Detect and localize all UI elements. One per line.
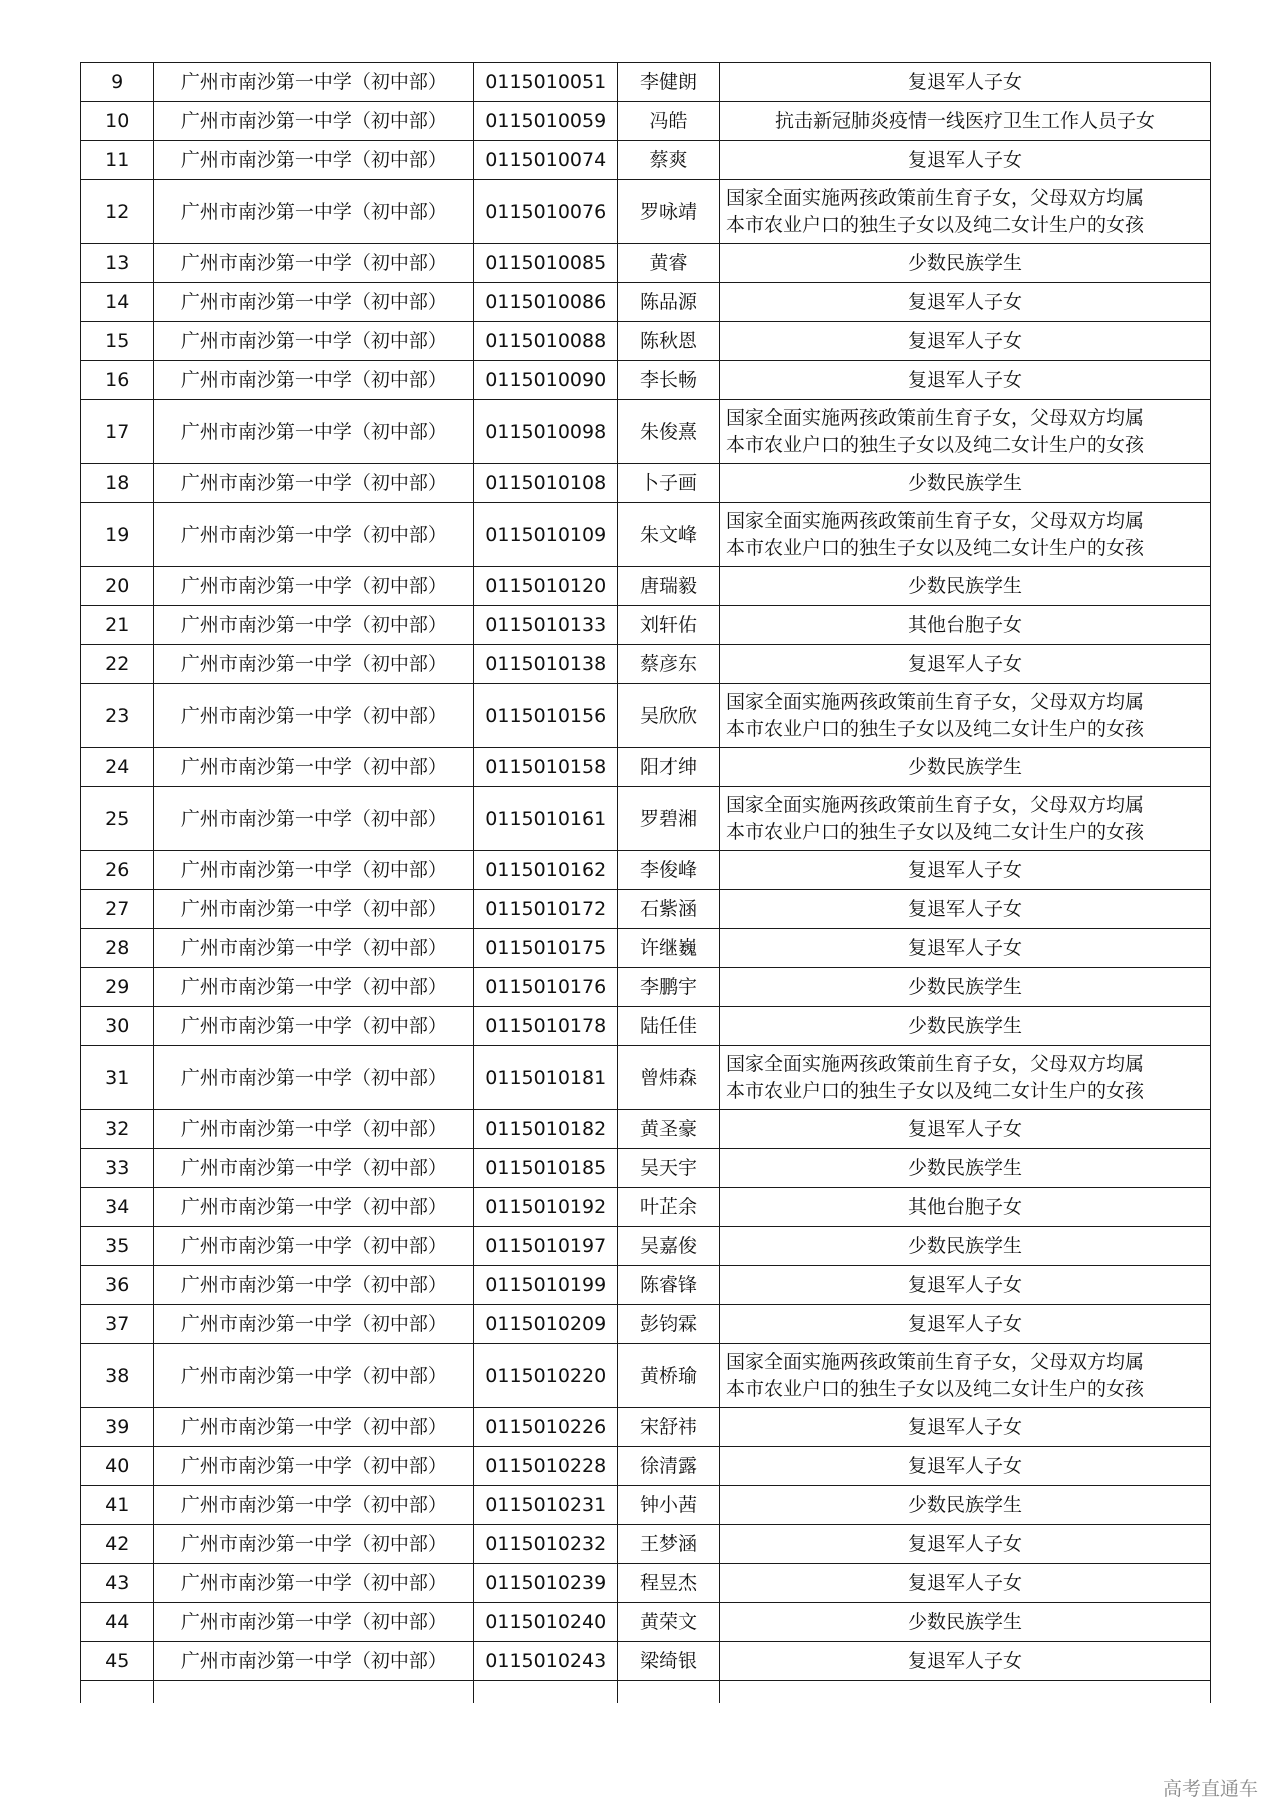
category-cell: 复退军人子女 <box>719 929 1210 968</box>
category-cell: 复退军人子女 <box>719 851 1210 890</box>
watermark-text: 高考直通车 <box>1162 1778 1258 1800</box>
student-name-cell: 冯皓 <box>618 102 720 141</box>
row-number-cell: 26 <box>81 851 154 890</box>
student-name-cell: 彭钧霖 <box>618 1305 720 1344</box>
row-number-cell: 9 <box>81 63 154 102</box>
table-row <box>81 322 1211 361</box>
school-cell: 广州市南沙第一中学（初中部） <box>154 244 474 283</box>
student-id-cell: 0115010231 <box>474 1486 618 1525</box>
row-number-cell: 22 <box>81 645 154 684</box>
category-cell: 复退军人子女 <box>719 1447 1210 1486</box>
category-cell: 复退军人子女 <box>719 1305 1210 1344</box>
school-cell: 广州市南沙第一中学（初中部） <box>154 1344 474 1408</box>
category-cell: 复退军人子女 <box>719 890 1210 929</box>
student-name-cell: 李鹏宇 <box>618 968 720 1007</box>
school-cell: 广州市南沙第一中学（初中部） <box>154 1564 474 1603</box>
table-row <box>81 503 1211 567</box>
school-cell: 广州市南沙第一中学（初中部） <box>154 890 474 929</box>
school-cell: 广州市南沙第一中学（初中部） <box>154 645 474 684</box>
student-id-cell: 0115010059 <box>474 102 618 141</box>
category-line: 本市农业户口的独生子女以及纯二女计生户的女孩 <box>725 433 1144 456</box>
category-cell: 复退军人子女 <box>719 1408 1210 1447</box>
student-id-cell: 0115010175 <box>474 929 618 968</box>
school-cell: 广州市南沙第一中学（初中部） <box>154 1227 474 1266</box>
row-number-cell: 44 <box>81 1603 154 1642</box>
student-id-cell: 0115010182 <box>474 1110 618 1149</box>
student-id-cell: 0115010156 <box>474 684 618 748</box>
student-name-cell: 吴嘉俊 <box>618 1227 720 1266</box>
category-cell: 复退军人子女 <box>719 361 1210 400</box>
row-number-cell: 11 <box>81 141 154 180</box>
student-name-cell: 李健朗 <box>618 63 720 102</box>
table-row <box>81 1110 1211 1149</box>
row-number-cell: 19 <box>81 503 154 567</box>
table-row <box>81 748 1211 787</box>
student-name-cell: 刘轩佑 <box>618 606 720 645</box>
category-cell <box>719 787 1210 851</box>
category-cell: 少数民族学生 <box>719 1007 1210 1046</box>
table-row <box>81 1266 1211 1305</box>
table-row <box>81 361 1211 400</box>
row-number-cell: 34 <box>81 1188 154 1227</box>
student-id-cell: 0115010074 <box>474 141 618 180</box>
student-id-cell: 0115010192 <box>474 1188 618 1227</box>
student-id-cell: 0115010226 <box>474 1408 618 1447</box>
student-name-cell: 陈秋恩 <box>618 322 720 361</box>
category-cell: 复退军人子女 <box>719 645 1210 684</box>
school-cell: 广州市南沙第一中学（初中部） <box>154 1046 474 1110</box>
student-name-cell: 徐清露 <box>618 1447 720 1486</box>
school-cell: 广州市南沙第一中学（初中部） <box>154 361 474 400</box>
row-number-cell: 36 <box>81 1266 154 1305</box>
row-number-cell: 14 <box>81 283 154 322</box>
category-line: 国家全面实施两孩政策前生育子女，父母双方均属 <box>725 1350 1144 1373</box>
student-name-cell: 曾炜森 <box>618 1046 720 1110</box>
table-row <box>81 1344 1211 1408</box>
category-cell: 少数民族学生 <box>719 1149 1210 1188</box>
category-cell <box>719 180 1210 244</box>
student-name-cell: 陈品源 <box>618 283 720 322</box>
student-name-cell: 李俊峰 <box>618 851 720 890</box>
student-name-cell: 黄睿 <box>618 244 720 283</box>
school-cell: 广州市南沙第一中学（初中部） <box>154 63 474 102</box>
school-cell: 广州市南沙第一中学（初中部） <box>154 1188 474 1227</box>
category-cell: 少数民族学生 <box>719 1603 1210 1642</box>
student-name-cell: 罗咏靖 <box>618 180 720 244</box>
category-cell: 少数民族学生 <box>719 567 1210 606</box>
table-row <box>81 102 1211 141</box>
table-row <box>81 1408 1211 1447</box>
category-cell: 少数民族学生 <box>719 1227 1210 1266</box>
school-cell: 广州市南沙第一中学（初中部） <box>154 141 474 180</box>
student-id-cell: 0115010109 <box>474 503 618 567</box>
table-row <box>81 851 1211 890</box>
student-name-cell: 罗碧湘 <box>618 787 720 851</box>
student-id-cell: 0115010178 <box>474 1007 618 1046</box>
student-id-cell: 0115010239 <box>474 1564 618 1603</box>
student-id-cell: 0115010108 <box>474 464 618 503</box>
student-id-cell: 0115010138 <box>474 645 618 684</box>
school-cell: 广州市南沙第一中学（初中部） <box>154 851 474 890</box>
student-id-cell: 0115010120 <box>474 567 618 606</box>
student-id-cell: 0115010240 <box>474 1603 618 1642</box>
row-number-cell: 32 <box>81 1110 154 1149</box>
school-cell: 广州市南沙第一中学（初中部） <box>154 1603 474 1642</box>
category-cell <box>719 1046 1210 1110</box>
school-cell: 广州市南沙第一中学（初中部） <box>154 1149 474 1188</box>
student-name-cell: 阳才绅 <box>618 748 720 787</box>
student-id-cell: 0115010086 <box>474 283 618 322</box>
row-number-cell: 33 <box>81 1149 154 1188</box>
table-row <box>81 1564 1211 1603</box>
empty-cell <box>154 1681 474 1704</box>
table-row <box>81 464 1211 503</box>
student-id-cell: 0115010085 <box>474 244 618 283</box>
category-line: 国家全面实施两孩政策前生育子女，父母双方均属 <box>725 690 1144 713</box>
student-id-cell: 0115010220 <box>474 1344 618 1408</box>
row-number-cell: 35 <box>81 1227 154 1266</box>
student-name-cell: 朱俊熹 <box>618 400 720 464</box>
table-row <box>81 645 1211 684</box>
row-number-cell: 10 <box>81 102 154 141</box>
table-row <box>81 1046 1211 1110</box>
category-line: 国家全面实施两孩政策前生育子女，父母双方均属 <box>725 793 1144 816</box>
school-cell: 广州市南沙第一中学（初中部） <box>154 1305 474 1344</box>
table-row <box>81 283 1211 322</box>
row-number-cell: 42 <box>81 1525 154 1564</box>
student-name-cell: 黄桥瑜 <box>618 1344 720 1408</box>
row-number-cell: 18 <box>81 464 154 503</box>
student-name-cell: 叶芷余 <box>618 1188 720 1227</box>
student-name-cell: 吴欣欣 <box>618 684 720 748</box>
category-line: 国家全面实施两孩政策前生育子女，父母双方均属 <box>725 186 1144 209</box>
student-id-cell: 0115010209 <box>474 1305 618 1344</box>
table-row <box>81 180 1211 244</box>
row-number-cell: 21 <box>81 606 154 645</box>
student-id-cell: 0115010197 <box>474 1227 618 1266</box>
row-number-cell: 30 <box>81 1007 154 1046</box>
school-cell: 广州市南沙第一中学（初中部） <box>154 322 474 361</box>
student-id-cell: 0115010161 <box>474 787 618 851</box>
school-cell: 广州市南沙第一中学（初中部） <box>154 283 474 322</box>
table-row <box>81 1642 1211 1681</box>
category-cell: 其他台胞子女 <box>719 1188 1210 1227</box>
category-cell: 少数民族学生 <box>719 464 1210 503</box>
school-cell: 广州市南沙第一中学（初中部） <box>154 1525 474 1564</box>
student-name-cell: 朱文峰 <box>618 503 720 567</box>
table-row <box>81 1007 1211 1046</box>
student-name-cell: 吴天宇 <box>618 1149 720 1188</box>
student-id-cell: 0115010090 <box>474 361 618 400</box>
table-row-continuation <box>81 1681 1211 1704</box>
table-row <box>81 929 1211 968</box>
category-cell: 少数民族学生 <box>719 748 1210 787</box>
school-cell: 广州市南沙第一中学（初中部） <box>154 1408 474 1447</box>
table-row <box>81 1486 1211 1525</box>
student-id-cell: 0115010158 <box>474 748 618 787</box>
row-number-cell: 29 <box>81 968 154 1007</box>
table-row <box>81 890 1211 929</box>
student-id-cell: 0115010176 <box>474 968 618 1007</box>
category-cell: 复退军人子女 <box>719 1110 1210 1149</box>
category-cell <box>719 684 1210 748</box>
student-id-cell: 0115010098 <box>474 400 618 464</box>
school-cell: 广州市南沙第一中学（初中部） <box>154 929 474 968</box>
category-line: 本市农业户口的独生子女以及纯二女计生户的女孩 <box>725 1377 1144 1400</box>
table-row <box>81 63 1211 102</box>
table-row <box>81 1188 1211 1227</box>
school-cell: 广州市南沙第一中学（初中部） <box>154 606 474 645</box>
row-number-cell: 17 <box>81 400 154 464</box>
category-cell <box>719 503 1210 567</box>
student-id-cell: 0115010162 <box>474 851 618 890</box>
row-number-cell: 40 <box>81 1447 154 1486</box>
category-cell: 少数民族学生 <box>719 1486 1210 1525</box>
category-cell: 其他台胞子女 <box>719 606 1210 645</box>
table-row <box>81 606 1211 645</box>
student-id-cell: 0115010243 <box>474 1642 618 1681</box>
student-name-cell: 许继巍 <box>618 929 720 968</box>
student-name-cell: 王梦涵 <box>618 1525 720 1564</box>
table-row <box>81 1447 1211 1486</box>
student-name-cell: 陈睿锋 <box>618 1266 720 1305</box>
table-row <box>81 1305 1211 1344</box>
row-number-cell: 24 <box>81 748 154 787</box>
row-number-cell: 20 <box>81 567 154 606</box>
school-cell: 广州市南沙第一中学（初中部） <box>154 1110 474 1149</box>
student-id-cell: 0115010076 <box>474 180 618 244</box>
student-name-cell: 宋舒祎 <box>618 1408 720 1447</box>
category-line: 国家全面实施两孩政策前生育子女，父母双方均属 <box>725 406 1144 429</box>
school-cell: 广州市南沙第一中学（初中部） <box>154 684 474 748</box>
row-number-cell: 31 <box>81 1046 154 1110</box>
student-name-cell: 程昱杰 <box>618 1564 720 1603</box>
table-row <box>81 684 1211 748</box>
student-name-cell: 蔡爽 <box>618 141 720 180</box>
student-name-cell: 李长畅 <box>618 361 720 400</box>
student-id-cell: 0115010181 <box>474 1046 618 1110</box>
category-cell: 抗击新冠肺炎疫情一线医疗卫生工作人员子女 <box>719 102 1210 141</box>
school-cell: 广州市南沙第一中学（初中部） <box>154 180 474 244</box>
row-number-cell: 28 <box>81 929 154 968</box>
category-cell: 复退军人子女 <box>719 283 1210 322</box>
row-number-cell: 43 <box>81 1564 154 1603</box>
row-number-cell: 25 <box>81 787 154 851</box>
category-cell: 复退军人子女 <box>719 1525 1210 1564</box>
empty-cell <box>719 1681 1210 1704</box>
category-cell: 少数民族学生 <box>719 968 1210 1007</box>
row-number-cell: 45 <box>81 1642 154 1681</box>
row-number-cell: 39 <box>81 1408 154 1447</box>
school-cell: 广州市南沙第一中学（初中部） <box>154 102 474 141</box>
school-cell: 广州市南沙第一中学（初中部） <box>154 464 474 503</box>
table-row <box>81 141 1211 180</box>
row-number-cell: 13 <box>81 244 154 283</box>
category-line: 本市农业户口的独生子女以及纯二女计生户的女孩 <box>725 536 1144 559</box>
student-name-cell: 黄荣文 <box>618 1603 720 1642</box>
category-cell: 复退军人子女 <box>719 141 1210 180</box>
school-cell: 广州市南沙第一中学（初中部） <box>154 1486 474 1525</box>
category-line: 本市农业户口的独生子女以及纯二女计生户的女孩 <box>725 213 1144 236</box>
row-number-cell: 12 <box>81 180 154 244</box>
table-row <box>81 400 1211 464</box>
category-cell <box>719 1344 1210 1408</box>
category-cell: 复退军人子女 <box>719 1564 1210 1603</box>
student-id-cell: 0115010088 <box>474 322 618 361</box>
student-id-cell: 0115010051 <box>474 63 618 102</box>
empty-cell <box>474 1681 618 1704</box>
school-cell: 广州市南沙第一中学（初中部） <box>154 1447 474 1486</box>
school-cell: 广州市南沙第一中学（初中部） <box>154 1007 474 1046</box>
table-row <box>81 1149 1211 1188</box>
student-id-cell: 0115010228 <box>474 1447 618 1486</box>
student-name-cell: 梁绮银 <box>618 1642 720 1681</box>
category-line: 本市农业户口的独生子女以及纯二女计生户的女孩 <box>725 1079 1144 1102</box>
student-name-cell: 钟小茜 <box>618 1486 720 1525</box>
student-id-cell: 0115010133 <box>474 606 618 645</box>
student-id-cell: 0115010172 <box>474 890 618 929</box>
category-line: 本市农业户口的独生子女以及纯二女计生户的女孩 <box>725 717 1144 740</box>
school-cell: 广州市南沙第一中学（初中部） <box>154 503 474 567</box>
school-cell: 广州市南沙第一中学（初中部） <box>154 567 474 606</box>
row-number-cell: 38 <box>81 1344 154 1408</box>
row-number-cell: 16 <box>81 361 154 400</box>
category-line: 国家全面实施两孩政策前生育子女，父母双方均属 <box>725 509 1144 532</box>
table-row <box>81 1227 1211 1266</box>
table-row <box>81 1525 1211 1564</box>
school-cell: 广州市南沙第一中学（初中部） <box>154 1642 474 1681</box>
row-number-cell: 41 <box>81 1486 154 1525</box>
school-cell: 广州市南沙第一中学（初中部） <box>154 1266 474 1305</box>
category-cell: 复退军人子女 <box>719 63 1210 102</box>
row-number-cell: 15 <box>81 322 154 361</box>
table-row <box>81 244 1211 283</box>
school-cell: 广州市南沙第一中学（初中部） <box>154 968 474 1007</box>
table-body <box>81 63 1211 1704</box>
empty-cell <box>81 1681 154 1704</box>
table-row <box>81 1603 1211 1642</box>
student-name-cell: 蔡彦东 <box>618 645 720 684</box>
student-name-cell: 黄圣豪 <box>618 1110 720 1149</box>
student-id-cell: 0115010185 <box>474 1149 618 1188</box>
table-row <box>81 567 1211 606</box>
student-name-cell: 唐瑞毅 <box>618 567 720 606</box>
category-line: 国家全面实施两孩政策前生育子女，父母双方均属 <box>725 1052 1144 1075</box>
empty-cell <box>618 1681 720 1704</box>
row-number-cell: 37 <box>81 1305 154 1344</box>
category-cell <box>719 400 1210 464</box>
student-id-cell: 0115010232 <box>474 1525 618 1564</box>
category-cell: 少数民族学生 <box>719 244 1210 283</box>
category-cell: 复退军人子女 <box>719 322 1210 361</box>
table-row <box>81 968 1211 1007</box>
table-row <box>81 787 1211 851</box>
school-cell: 广州市南沙第一中学（初中部） <box>154 787 474 851</box>
school-cell: 广州市南沙第一中学（初中部） <box>154 748 474 787</box>
school-cell: 广州市南沙第一中学（初中部） <box>154 400 474 464</box>
student-name-cell: 石紫涵 <box>618 890 720 929</box>
category-cell: 复退军人子女 <box>719 1266 1210 1305</box>
row-number-cell: 23 <box>81 684 154 748</box>
student-list-table <box>80 62 1211 1703</box>
category-cell: 复退军人子女 <box>719 1642 1210 1681</box>
student-name-cell: 陆任佳 <box>618 1007 720 1046</box>
student-name-cell: 卜子画 <box>618 464 720 503</box>
category-line: 本市农业户口的独生子女以及纯二女计生户的女孩 <box>725 820 1144 843</box>
student-id-cell: 0115010199 <box>474 1266 618 1305</box>
row-number-cell: 27 <box>81 890 154 929</box>
